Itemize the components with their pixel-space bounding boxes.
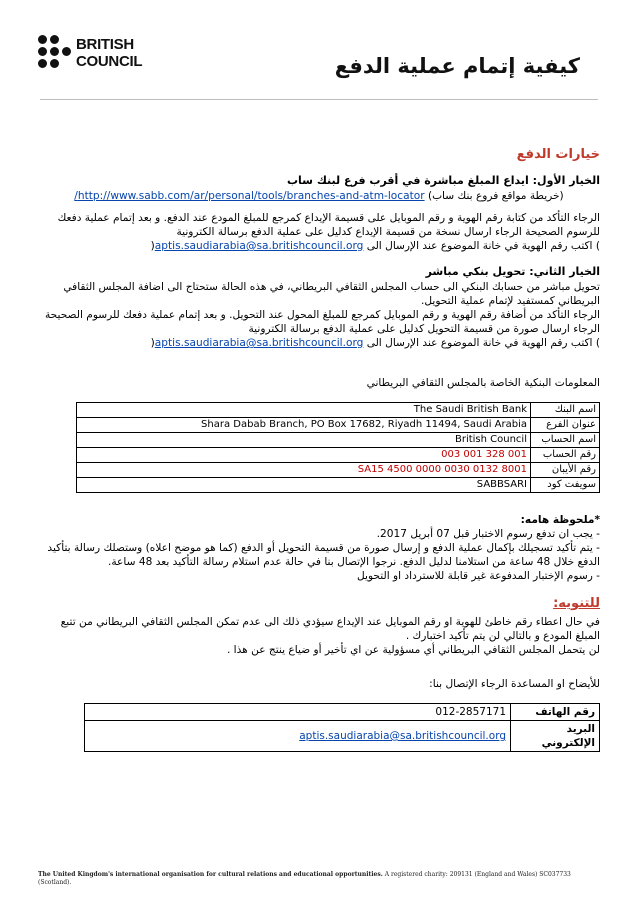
table-row bbox=[77, 463, 600, 478]
british-council-logo bbox=[38, 35, 158, 75]
email-value bbox=[85, 721, 511, 752]
bank-value: SA15 4500 0000 0030 0132 8001 bbox=[77, 463, 531, 478]
bank-value: SABBSARI bbox=[77, 478, 531, 493]
bank-value: 003 001 328 001 bbox=[77, 448, 531, 463]
table-row bbox=[85, 721, 600, 752]
phone-label: رقم الهاتف bbox=[511, 704, 600, 721]
option1-body: الرجاء التأكد من كتابة رقم الهوية و رقم الموبايل على قسيمة الإيداع كمرجع للمبلغ المودع عند الدفع. و بعد إتمام عملية دفعك للرسوم الصحيحة الرجاء ارسال نسخة من قسيمة الإيداع كدليل على عملية الدفع برسالة الكترونية bbox=[57, 212, 600, 238]
bank-info-heading: المعلومات البنكية الخاصة بالمجلس الثقافي البريطاني bbox=[366, 377, 600, 389]
sabb-branches-link[interactable]: http://www.sabb.com/ar/personal/tools/branches-and-atm-locator/ bbox=[74, 190, 425, 202]
option1-email-line bbox=[38, 239, 600, 253]
bank-value: British Council bbox=[77, 433, 531, 448]
phone-value: 012-2857171 bbox=[85, 704, 511, 721]
page-title: كيفية إتمام عملية الدفع bbox=[334, 54, 580, 78]
alert-line1: في حال اعطاء رقم خاطئ للهوية او رقم الموبايل عند الإيداع سيؤدي ذلك الى عدم تمكن المجلس الثقافي البريطاني من تتبع المبلغ المودع و بالتالي لن يتم تأكيد اختبارك . bbox=[60, 616, 600, 642]
option2-email-instruction: ) اكتب رقم الهوية في خانة الموضوع عند الإرسال الى bbox=[366, 337, 600, 349]
footer-charity: A registered charity: 209131 (England and Wales) SC037733 (Scotland). bbox=[38, 871, 571, 886]
alert-block bbox=[38, 597, 600, 657]
note-item: - يتم تأكيد تسجيلك بإكمال عملية الدفع و إرسال صورة من قسيمة التحويل أو الدفع (كما هو موضح اعلاه) وستصلك رسالة بتأكيد الدفع خلال 48 ساعة من استلامنا لدليل الدفع. نرجوا الإتصال بنا في حالة عدم استلام رسالة التأكيد بعد 48 ساعة. bbox=[47, 542, 600, 568]
contact-intro: للأيضاح او المساعدة الرجاء الإتصال بنا: bbox=[429, 678, 600, 690]
payment-options-heading: خيارات الدفع bbox=[516, 147, 600, 162]
logo-text-line2: COUNCIL bbox=[76, 53, 143, 70]
bank-label: رقم الحساب bbox=[531, 448, 600, 463]
option1-email-paren: ( bbox=[150, 240, 155, 252]
table-row bbox=[77, 433, 600, 448]
bank-label: سويفت كود bbox=[531, 478, 600, 493]
bank-label: عنوان الفرع bbox=[531, 418, 600, 433]
note-item: - رسوم الإختبار المدفوعة غير قابلة للاسترداد او التحويل bbox=[356, 570, 600, 582]
table-row bbox=[85, 704, 600, 721]
notes-block bbox=[38, 513, 600, 583]
option2-email-line bbox=[38, 336, 600, 350]
option1-email-instruction: ) اكتب رقم الهوية في خانة الموضوع عند الإرسال الى bbox=[366, 240, 600, 252]
logo-text-line1: BRITISH bbox=[76, 36, 134, 53]
option1-heading: الخيار الأول: ايداع المبلغ مباشرة في أقرب فرع لبنك ساب bbox=[286, 174, 600, 187]
bank-value: Shara Dabab Branch, PO Box 17682, Riyadh 11494, Saudi Arabia bbox=[77, 418, 531, 433]
bank-label: رقم الأيبان bbox=[531, 463, 600, 478]
table-row bbox=[77, 418, 600, 433]
bank-label: اسم البنك bbox=[531, 403, 600, 418]
note-item: - يجب ان تدفع رسوم الاختبار قبل 07 أبريل 2017. bbox=[376, 528, 600, 540]
alert-heading: للتنويه: bbox=[553, 596, 600, 611]
table-row bbox=[77, 448, 600, 463]
option2-email-link[interactable]: aptis.saudiarabia@sa.britishcouncil.org bbox=[154, 337, 364, 349]
option2-body2: الرجاء التأكد من أضافة رقم الهوية و رقم الموبايل كمرجع للمبلغ المحول عند التحويل. و بعد إتمام عملية دفعك للرسوم الصحيحة الرجاء ارسال صورة من قسيمة التحويل كدليل على عملية الدفع برسالة الكترونية bbox=[44, 309, 600, 335]
email-label: البريد الإلكتروني bbox=[511, 721, 600, 752]
option2-body1: تحويل مباشر من حسابك البنكي الى حساب المجلس الثقافي البريطاني، في هذه الحالة ستحتاج الى اضافة المجلس الثقافي البريطاني كمستفيد لإتمام عملية التحويل. bbox=[63, 281, 600, 307]
notes-heading: *ملحوظة هامه: bbox=[520, 514, 600, 526]
option1-link-caption: (خريطة مواقع فروع بنك ساب) bbox=[427, 190, 564, 202]
contact-table bbox=[84, 703, 600, 752]
table-row bbox=[77, 403, 600, 418]
bank-value: The Saudi British Bank bbox=[77, 403, 531, 418]
bank-label: اسم الحساب bbox=[531, 433, 600, 448]
option2-heading: الخيار الثاني: تحويل بنكي مباشر bbox=[425, 265, 600, 278]
bank-info-table bbox=[76, 402, 600, 493]
option2-block bbox=[38, 265, 600, 350]
footer bbox=[38, 871, 600, 887]
footer-tagline: The United Kingdom's international organisation for cultural relations and educational opportunities. bbox=[38, 871, 383, 878]
contact-email-link[interactable]: aptis.saudiarabia@sa.britishcouncil.org bbox=[299, 730, 506, 742]
alert-line2: لن يتحمل المجلس الثقافي البريطاني أي مسؤولية عن اي تأخير أو ضياع ينتج عن هذا . bbox=[226, 644, 600, 656]
option1-link-line bbox=[38, 189, 600, 203]
option1-email-link[interactable]: aptis.saudiarabia@sa.britishcouncil.org bbox=[154, 240, 364, 252]
option1-block bbox=[38, 174, 600, 253]
table-row bbox=[77, 478, 600, 493]
main-content bbox=[38, 148, 600, 752]
title-divider bbox=[40, 99, 598, 100]
logo-dots-icon bbox=[38, 35, 72, 71]
option2-email-paren: ( bbox=[150, 337, 155, 349]
